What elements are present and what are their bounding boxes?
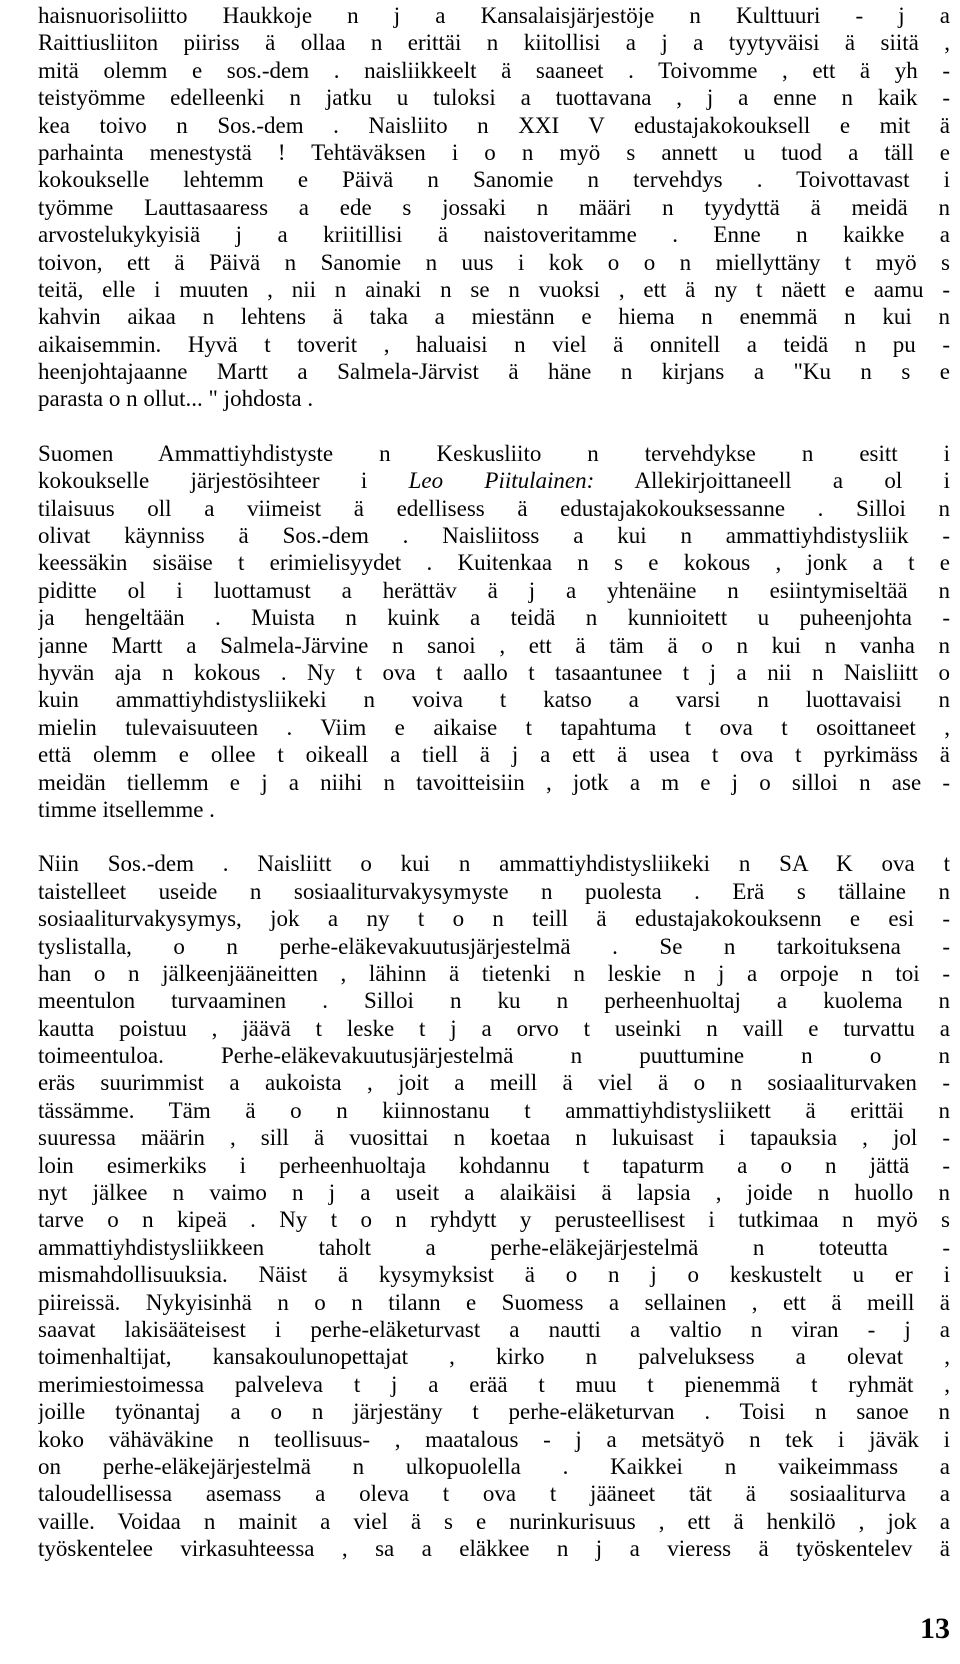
page-number: 13 [920,1612,950,1645]
text-line: taistelleet useide n sosiaaliturvakysymyste n puolesta . Erä s tällaine n [38,878,950,904]
text-line: teitä, elle i muuten , nii n ainaki n se n vuoksi , ett ä ny t näett e aamu - [38,276,950,302]
text-line: han o n jälkeenjääneitten , lähinn ä tietenki n leskie n j a orpoje n toi - [38,960,950,986]
text-line: Suomen Ammattiyhdistyste n Keskusliito n tervehdykse n esitt i [38,440,950,466]
text-line: timme itsellemme . [38,796,215,822]
paragraph-3 [38,850,950,1562]
text-line: tilaisuus oll a viimeist ä edellisess ä edustajakokouksessanne . Silloi n [38,495,950,521]
text-line: loin esimerkiks i perheenhuoltaja kohdannu t tapaturm a o n jättä - [38,1152,950,1178]
speaker-name: Leo Piitulainen: [408,468,595,494]
text-line: heenjohtajaanne Martt a Salmela-Järvist ä häne n kirjans a "Ku n s e [38,359,950,385]
paragraph-1 [38,2,950,413]
text-line: eräs suurimmist a aukoista , joit a meill ä viel ä o n sosiaaliturvaken - [38,1070,950,1096]
text-line: hyvän aja n kokous . Ny t ova t aallo t tasaantunee t j a nii n Naisliitt o [38,659,950,685]
text-line: olivat käynniss ä Sos.-dem . Naisliitoss a kui n ammattiyhdistysliik - [38,523,950,549]
text-line: kea toivo n Sos.-dem . Naisliito n XXI V edustajakokouksell e mit ä [38,112,950,138]
text-line: arvostelukykyisiä j a kriitillisi ä naistoveritamme . Enne n kaikke a [38,222,950,248]
text-line: sosiaaliturvakysymys, jok a ny t o n teill ä edustajakokouksenn e esi - [38,906,950,932]
text-line: aikaisemmin. Hyvä t toverit , haluaisi n viel ä onnitell a teidä n pu - [38,331,950,357]
text-segment: kokoukselle järjestösihteer i [38,468,368,494]
text-line: tyslistalla, o n perhe-eläkevakuutusjärjestelmä . Se n tarkoituksena - [38,933,950,959]
text-line: joille työnantaj a o n järjestäny t perhe-eläketurvan . Toisi n sanoe n [38,1399,950,1425]
text-line: työskentelee virkasuhteessa , sa a eläkkee n j a vieress ä työskentelev ä [38,1536,950,1562]
text-line: tässämme. Täm ä o n kiinnostanu t ammattiyhdistysliikett ä erittäi n [38,1097,950,1123]
text-line: nyt jälkee n vaimo n j a useit a alaikäisi ä lapsia , joide n huollo n [38,1180,950,1206]
text-line: meentulon turvaaminen . Silloi n ku n perheenhuoltaj a kuolema n [38,988,950,1014]
text-line: koko vähäväkine n teollisuus- , maatalous - j a metsätyö n tek i jäväk i [38,1426,950,1452]
text-line: toimenhaltijat, kansakoulunopettajat , kirko n palveluksess a olevat , [38,1344,950,1370]
text-line: työmme Lauttasaaress a ede s jossaki n määri n tyydyttä ä meidä n [38,194,950,220]
text-segment: Allekirjoittaneell a ol i [634,468,950,494]
text-line: merimiestoimessa palveleva t j a erää t muu t pienemmä t ryhmät , [38,1371,950,1397]
text-line: haisnuorisoliitto Haukkoje n j a Kansalaisjärjestöje n Kulttuuri - j a [38,3,950,28]
text-line: piditte ol i luottamust a herättäv ä j a yhtenäine n esiintymiseltää n [38,577,950,603]
text-line: ja hengeltään . Muista n kuink a teidä n kunnioitett u puheenjohta - [38,605,950,631]
text-line: kautta poistuu , jäävä t leske t j a orvo t useinki n vaill e turvattu a [38,1015,950,1041]
text-line: kuin ammattiyhdistysliikeki n voiva t katso a varsi n luottavaisi n [38,687,950,713]
text-line: piireissä. Nykyisinhä n o n tilann e Suomess a sellainen , ett ä meill ä [38,1289,950,1315]
text-line: on perhe-eläkejärjestelmä n ulkopuolella . Kaikkei n vaikeimmass a [38,1453,950,1479]
text-line: kokoukselle lehtemm e Päivä n Sanomie n tervehdys . Toivottavast i [38,167,950,193]
text-line: saavat lakisääteisest i perhe-eläketurvast a nautti a valtio n viran - j a [38,1316,950,1342]
text-line: parhainta menestystä ! Tehtäväksen i o n myö s annett u tuod a täll e [38,139,950,165]
text-line: parasta o n ollut... " johdosta . [38,386,314,412]
text-line: tarve o n kipeä . Ny t o n ryhdytt y perusteellisest i tutkimaa n myö s [38,1207,950,1233]
text-line: meidän tiellemm e j a niihi n tavoitteisiin , jotk a m e j o silloi n ase - [38,769,950,795]
text-line: mismahdollisuuksia. Näist ä kysymyksist ä o n j o keskustelt u er i [38,1262,950,1288]
text-line: mitä olemm e sos.-dem . naisliikkeelt ä saaneet . Toivomme , ett ä yh - [38,57,950,83]
text-line: toimeentuloa. Perhe-eläkevakuutusjärjestelmä n puuttumine n o n [38,1043,950,1069]
text-line: että olemm e ollee t oikeall a tiell ä j a ett ä usea t ova t pyrkimäss ä [38,742,950,768]
text-line-with-name [38,467,950,494]
text-line: taloudellisessa asemass a oleva t ova t jääneet tät ä sosiaaliturva a [38,1481,950,1507]
text-line: kahvin aikaa n lehtens ä taka a miestänn e hiema n enemmä n kui n [38,304,950,330]
text-line: Raittiusliiton piiriss ä ollaa n erittäi n kiitollisi a j a tyytyväisi ä siitä , [38,30,950,56]
paragraph-2 [38,440,950,823]
text-line: teistyömme edelleenki n jatku u tuloksi a tuottavana , j a enne n kaik - [38,85,950,111]
text-line: suuressa määrin , sill ä vuosittai n koetaa n lukuisast i tapauksia , jol - [38,1125,950,1151]
text-line: Niin Sos.-dem . Naisliitt o kui n ammattiyhdistysliikeki n SA K ova t [38,851,950,877]
text-line: ammattiyhdistysliikkeen taholt a perhe-eläkejärjestelmä n toteutta - [38,1234,950,1260]
text-line: vaille. Voidaa n mainit a viel ä s e nurinkurisuus , ett ä henkilö , jok a [38,1508,950,1534]
body-text [38,2,950,1562]
text-line: toivon, ett ä Päivä n Sanomie n uus i kok o o n miellyttäny t myö s [38,249,950,275]
text-line: janne Martt a Salmela-Järvine n sanoi , ett ä täm ä o n kui n vanha n [38,632,950,658]
text-line: keessäkin sisäise t erimielisyydet . Kuitenkaa n s e kokous , jonk a t e [38,550,950,576]
text-line: mielin tulevaisuuteen . Viim e aikaise t tapahtuma t ova t osoittaneet , [38,714,950,740]
